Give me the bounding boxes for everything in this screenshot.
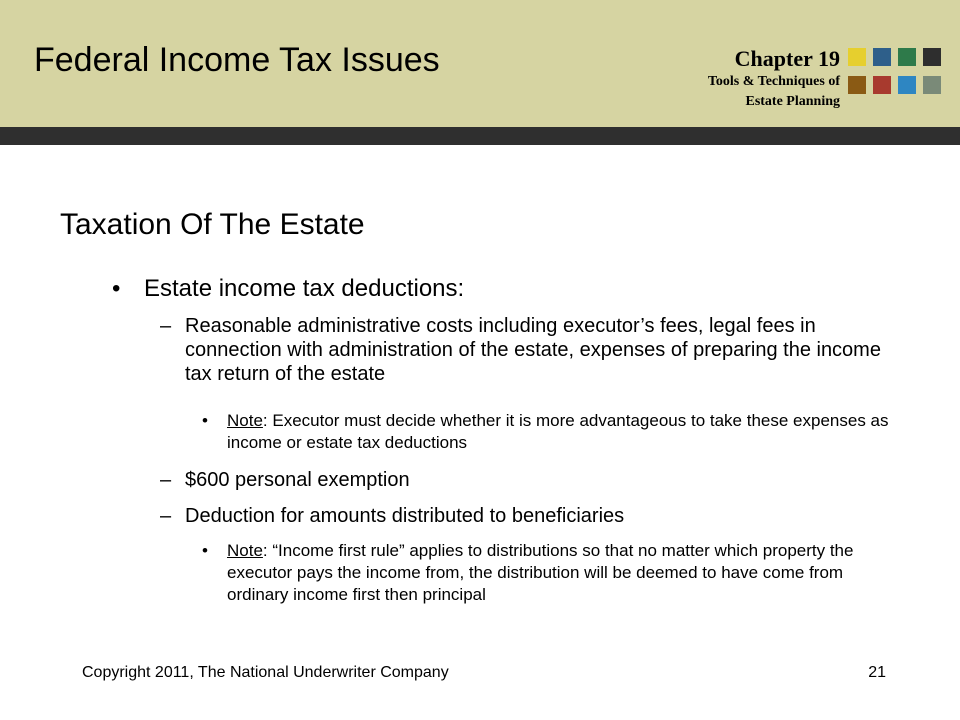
slide-title: Taxation Of The Estate: [60, 208, 365, 241]
color-swatch: [898, 76, 916, 94]
sub-item-text: Reasonable administrative costs including executor’s fees, legal fees in connection with administration of the estate, expenses of preparing the income tax return of the estate: [185, 315, 881, 385]
note-item-executor: [202, 410, 902, 454]
color-swatch: [873, 76, 891, 94]
color-swatch: [898, 48, 916, 66]
sub-item-personal-exemption: [160, 468, 900, 492]
color-swatch: [873, 48, 891, 66]
bullet-text: Estate income tax deductions:: [144, 275, 465, 302]
bullet-icon: •: [202, 411, 208, 430]
color-swatch: [848, 76, 866, 94]
sub-item-text: Deduction for amounts distributed to beneficiaries: [185, 505, 625, 527]
note-text-block: [227, 410, 902, 454]
color-swatch: [923, 76, 941, 94]
sub-item-distribution-deduction: [160, 504, 900, 528]
header-bar: [0, 0, 960, 127]
dash-icon: –: [160, 469, 172, 491]
color-swatch: [848, 48, 866, 66]
bullet-icon: •: [202, 541, 208, 560]
color-swatch: [923, 48, 941, 66]
dash-icon: –: [160, 315, 172, 337]
note-text-block: [227, 540, 902, 606]
note-label: Note: [227, 541, 263, 560]
chapter-subtitle-line-1: Tools & Techniques of: [707, 74, 840, 89]
note-label: Note: [227, 411, 263, 430]
bullet-icon: •: [112, 275, 121, 302]
chapter-number: Chapter 19: [734, 46, 840, 71]
note-text: : “Income first rule” applies to distributions so that no matter which property the executor pays the income from, the distribution will be deemed to have come from ordinary income first then principal: [227, 541, 854, 604]
color-swatch-grid: [848, 48, 941, 94]
note-text: : Executor must decide whether it is more advantageous to take these expenses as income or estate tax deductions: [227, 411, 889, 452]
sub-item-text: $600 personal exemption: [185, 469, 410, 491]
sub-item-administrative-costs: [160, 314, 900, 386]
chapter-block: [708, 46, 840, 112]
dash-icon: –: [160, 505, 172, 527]
page-number: 21: [868, 664, 886, 681]
footer-copyright: Copyright 2011, The National Underwriter Company: [82, 664, 449, 681]
header-divider: [0, 127, 960, 145]
chapter-subtitle-line-2: Estate Planning: [745, 94, 840, 109]
deck-title: Federal Income Tax Issues: [34, 41, 440, 79]
note-item-income-first-rule: [202, 540, 902, 606]
